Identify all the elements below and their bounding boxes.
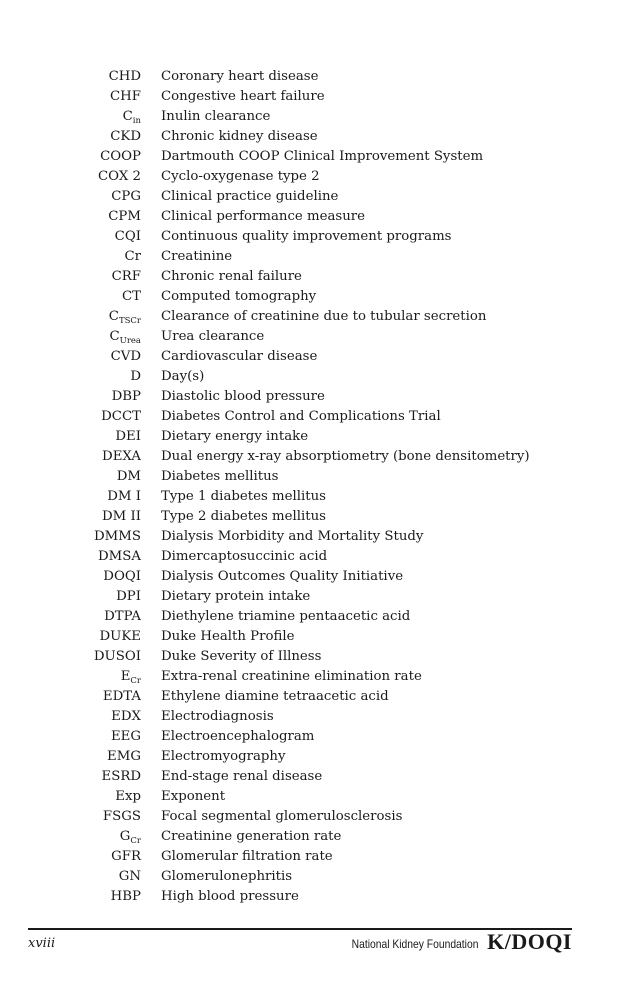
abbreviation-term: [108, 207, 141, 227]
abbreviation-term: [121, 667, 141, 687]
abbreviation-definition: Dual energy x-ray absorptiometry (bone densitometry): [161, 449, 530, 464]
abbreviation-term-text: C: [108, 309, 119, 324]
abbreviation-term-subscript: TSCr: [118, 316, 141, 326]
abbreviation-term-text: CQI: [114, 229, 141, 244]
abbreviation-term-text: CPG: [111, 189, 141, 204]
abbreviation-row: [0, 487, 638, 507]
abbreviation-term: [103, 567, 141, 587]
abbreviation-row: [0, 727, 638, 747]
abbreviation-row: [0, 167, 638, 187]
abbreviation-term-text: E: [120, 669, 131, 684]
abbreviation-term-text: CRF: [111, 269, 141, 284]
abbreviation-definition: Dialysis Morbidity and Mortality Study: [161, 529, 424, 544]
abbreviation-row: [0, 567, 638, 587]
abbreviation-term-text: ESRD: [101, 769, 141, 784]
abbreviation-row: [0, 187, 638, 207]
abbreviation-term: [109, 67, 141, 87]
abbreviation-definition: Dialysis Outcomes Quality Initiative: [161, 569, 404, 584]
abbreviation-row: [0, 787, 638, 807]
abbreviation-definition: Clearance of creatinine due to tubular secretion: [161, 309, 487, 324]
abbreviation-term-text: CVD: [110, 349, 141, 364]
abbreviation-term: [94, 527, 141, 547]
abbreviation-row: [0, 447, 638, 467]
abbreviation-definition: Continuous quality improvement programs: [161, 229, 452, 244]
abbreviation-definition: Creatinine generation rate: [161, 829, 342, 844]
abbreviation-definition: Electromyography: [161, 749, 286, 764]
abbreviation-term-text: DBP: [111, 389, 141, 404]
abbreviation-row: [0, 847, 638, 867]
abbreviation-term: [119, 867, 141, 887]
abbreviation-term-text: G: [119, 829, 131, 844]
abbreviation-term: [122, 287, 141, 307]
abbreviation-term: [104, 607, 141, 627]
abbreviation-term-text: DM II: [101, 509, 141, 524]
abbreviation-definition: Exponent: [161, 789, 226, 804]
abbreviation-definition: Diethylene triamine pentaacetic acid: [161, 609, 411, 624]
abbreviation-definition: Diabetes Control and Complications Trial: [161, 409, 441, 424]
abbreviation-term-text: DCCT: [101, 409, 141, 424]
abbreviation-row: [0, 827, 638, 847]
page-number: xviii: [28, 936, 56, 951]
abbreviation-term-subscript: Urea: [119, 336, 141, 346]
abbreviation-definition: Diabetes mellitus: [161, 469, 279, 484]
abbreviation-row: [0, 207, 638, 227]
abbreviation-term-text: DEI: [115, 429, 141, 444]
abbreviation-row: [0, 507, 638, 527]
abbreviation-definition: Day(s): [161, 369, 205, 384]
abbreviation-term: [109, 307, 141, 327]
abbreviation-row: [0, 347, 638, 367]
abbreviation-definition: Ethylene diamine tetraacetic acid: [161, 689, 389, 704]
abbreviation-term: [115, 427, 141, 447]
abbreviation-term: [99, 627, 141, 647]
abbreviation-term-text: Cr: [124, 249, 141, 264]
abbreviation-row: [0, 327, 638, 347]
abbreviation-term: [130, 367, 141, 387]
abbreviation-row: [0, 687, 638, 707]
abbreviation-row: [0, 247, 638, 267]
abbreviation-row: [0, 547, 638, 567]
abbreviation-row: [0, 107, 638, 127]
abbreviation-list: [0, 67, 638, 907]
organization-name: National Kidney Foundation: [351, 937, 478, 951]
abbreviation-definition: Chronic renal failure: [161, 269, 302, 284]
abbreviation-row: [0, 287, 638, 307]
abbreviation-term: [111, 847, 141, 867]
abbreviation-definition: Creatinine: [161, 249, 233, 264]
abbreviation-definition: High blood pressure: [161, 889, 299, 904]
abbreviation-row: [0, 627, 638, 647]
abbreviation-term: [102, 447, 141, 467]
abbreviation-term-text: GN: [118, 869, 141, 884]
abbreviation-term-text: EMG: [107, 749, 141, 764]
abbreviation-term-text: CPM: [108, 209, 141, 224]
abbreviation-term: [107, 487, 141, 507]
abbreviation-definition: Glomerulonephritis: [161, 869, 293, 884]
abbreviation-definition: Urea clearance: [161, 329, 265, 344]
abbreviation-term-text: DEXA: [102, 449, 141, 464]
abbreviation-row: [0, 707, 638, 727]
abbreviation-term: [117, 467, 141, 487]
abbreviation-term: [94, 647, 141, 667]
abbreviation-definition: Clinical performance measure: [161, 209, 366, 224]
abbreviation-definition: End-stage renal disease: [161, 769, 323, 784]
abbreviation-definition: Dimercaptosuccinic acid: [161, 549, 328, 564]
abbreviation-row: [0, 387, 638, 407]
abbreviation-definition: Inulin clearance: [161, 109, 271, 124]
abbreviation-row: [0, 467, 638, 487]
abbreviation-term: [112, 387, 141, 407]
abbreviation-term-text: C: [122, 109, 133, 124]
abbreviation-definition: Electroencephalogram: [161, 729, 315, 744]
abbreviation-row: [0, 747, 638, 767]
abbreviation-definition: Electrodiagnosis: [161, 709, 274, 724]
abbreviation-term-text: DMSA: [98, 549, 141, 564]
abbreviation-definition: Dietary protein intake: [161, 589, 311, 604]
abbreviation-definition: Cardiovascular disease: [161, 349, 318, 364]
abbreviation-term-text: DMMS: [93, 529, 141, 544]
abbreviation-row: [0, 307, 638, 327]
abbreviation-term: [111, 187, 141, 207]
abbreviation-definition: Dartmouth COOP Clinical Improvement System: [161, 149, 484, 164]
abbreviation-term-text: COOP: [100, 149, 141, 164]
abbreviation-row: [0, 67, 638, 87]
abbreviation-row: [0, 647, 638, 667]
abbreviation-row: [0, 767, 638, 787]
abbreviation-definition: Focal segmental glomerulosclerosis: [161, 809, 403, 824]
abbreviation-term: [102, 507, 141, 527]
abbreviation-definition: Chronic kidney disease: [161, 129, 318, 144]
abbreviation-definition: Computed tomography: [161, 289, 317, 304]
abbreviation-term-text: D: [130, 369, 141, 384]
abbreviation-term: [103, 687, 141, 707]
abbreviation-definition: Clinical practice guideline: [161, 189, 339, 204]
abbreviation-term-text: COX 2: [98, 169, 141, 184]
abbreviation-definition: Cyclo-oxygenase type 2: [161, 169, 320, 184]
abbreviation-row: [0, 887, 638, 907]
abbreviation-definition: Congestive heart failure: [161, 89, 325, 104]
abbreviation-row: [0, 147, 638, 167]
abbreviation-term-text: DPI: [116, 589, 141, 604]
abbreviation-term-text: DM I: [107, 489, 141, 504]
abbreviation-term-text: CHF: [110, 89, 141, 104]
abbreviation-definition: Diastolic blood pressure: [161, 389, 325, 404]
abbreviation-term: [98, 167, 141, 187]
abbreviation-term-text: DTPA: [104, 609, 141, 624]
abbreviation-row: [0, 587, 638, 607]
abbreviation-term-text: C: [109, 329, 120, 344]
abbreviation-row: [0, 87, 638, 107]
abbreviation-term-text: EEG: [110, 729, 141, 744]
abbreviation-term-text: GFR: [111, 849, 141, 864]
abbreviation-term-text: HBP: [110, 889, 141, 904]
abbreviation-term: [110, 87, 141, 107]
abbreviation-definition: Glomerular filtration rate: [161, 849, 333, 864]
abbreviation-row: [0, 227, 638, 247]
abbreviation-term: [112, 267, 141, 287]
abbreviation-term: [98, 547, 141, 567]
abbreviation-row: [0, 867, 638, 887]
abbreviation-term-text: DOQI: [103, 569, 141, 584]
abbreviation-term-text: DUSOI: [93, 649, 141, 664]
abbreviation-row: [0, 527, 638, 547]
abbreviation-term: [100, 147, 141, 167]
abbreviation-term-text: FSGS: [102, 809, 141, 824]
abbreviation-term: [109, 327, 141, 347]
abbreviation-term-text: EDX: [111, 709, 141, 724]
abbreviation-term-subscript: Cr: [130, 676, 141, 686]
abbreviation-term: [111, 727, 141, 747]
abbreviation-row: [0, 367, 638, 387]
abbreviation-row: [0, 407, 638, 427]
abbreviation-term: [116, 587, 141, 607]
abbreviation-term: [123, 107, 141, 127]
abbreviation-term-text: CHD: [108, 69, 141, 84]
abbreviation-term: [111, 347, 141, 367]
abbreviation-definition: Dietary energy intake: [161, 429, 309, 444]
abbreviation-term-text: Exp: [115, 789, 141, 804]
abbreviation-term-text: CT: [121, 289, 141, 304]
abbreviation-term: [111, 887, 141, 907]
kdoqi-logo: K/DOQI: [487, 929, 572, 954]
abbreviation-term-text: CKD: [110, 129, 141, 144]
abbreviation-term: [102, 767, 142, 787]
abbreviation-definition: Coronary heart disease: [161, 69, 319, 84]
abbreviation-row: [0, 127, 638, 147]
abbreviation-term-text: DUKE: [99, 629, 141, 644]
abbreviation-term-subscript: in: [132, 116, 141, 126]
abbreviation-definition: Extra-renal creatinine elimination rate: [161, 669, 422, 684]
abbreviation-definition: Duke Health Profile: [161, 629, 295, 644]
abbreviation-definition: Type 1 diabetes mellitus: [161, 489, 326, 504]
abbreviation-row: [0, 267, 638, 287]
abbreviation-term: [111, 707, 141, 727]
abbreviation-row: [0, 667, 638, 687]
abbreviation-term-subscript: Cr: [130, 836, 141, 846]
abbreviation-definition: Type 2 diabetes mellitus: [161, 509, 326, 524]
abbreviation-term: [110, 127, 141, 147]
abbreviation-term: [124, 247, 141, 267]
abbreviation-row: [0, 807, 638, 827]
abbreviation-row: [0, 427, 638, 447]
abbreviation-term: [115, 227, 141, 247]
abbreviation-term: [115, 787, 141, 807]
abbreviation-definition: Duke Severity of Illness: [161, 649, 322, 664]
abbreviation-term: [120, 827, 141, 847]
abbreviation-row: [0, 607, 638, 627]
abbreviation-term-text: DM: [116, 469, 141, 484]
abbreviation-term: [103, 807, 141, 827]
abbreviation-term: [107, 747, 141, 767]
abbreviation-term-text: EDTA: [102, 689, 141, 704]
abbreviation-term: [101, 407, 141, 427]
